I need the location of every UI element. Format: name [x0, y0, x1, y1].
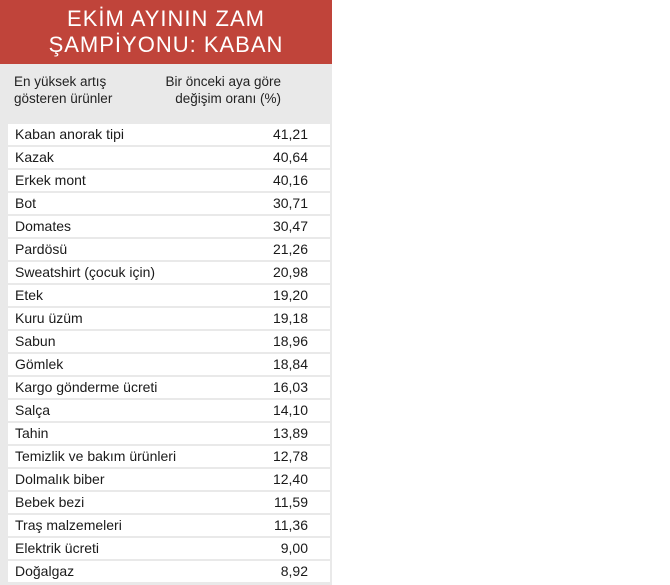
row-value: 19,18 — [272, 310, 308, 326]
table-row — [8, 400, 330, 421]
row-value: 16,03 — [272, 379, 308, 395]
row-label: Gömlek — [15, 356, 64, 372]
table-row — [8, 538, 330, 559]
column-header-change-line-2: değişim oranı (%) — [175, 91, 281, 106]
row-value: 9,00 — [280, 540, 308, 556]
table-row — [8, 193, 330, 214]
row-value: 21,26 — [272, 241, 308, 257]
row-label: Dolmalık biber — [15, 471, 105, 487]
row-label: Traş malzemeleri — [15, 517, 122, 533]
row-label: Elektrik ücreti — [15, 540, 100, 556]
row-value: 18,84 — [272, 356, 308, 372]
title-line-2: ŞAMPİYONU: KABAN — [48, 32, 284, 57]
row-label: Temizlik ve bakım ürünleri — [15, 448, 177, 464]
row-label: Bot — [15, 195, 37, 211]
table-panel — [0, 0, 332, 585]
row-label: Erkek mont — [15, 172, 86, 188]
row-label: Kazak — [15, 149, 54, 165]
row-label: Kaban anorak tipi — [15, 126, 124, 142]
row-label: Doğalgaz — [15, 563, 75, 579]
row-label: Salça — [15, 402, 51, 418]
column-header-change-line-1: Bir önceki aya göre — [165, 74, 281, 89]
table-row — [8, 170, 330, 191]
row-label: Pardösü — [15, 241, 68, 257]
row-value: 18,96 — [272, 333, 308, 349]
row-value: 40,64 — [272, 149, 308, 165]
row-value: 14,10 — [272, 402, 308, 418]
column-header-change — [155, 73, 281, 107]
row-value: 12,78 — [272, 448, 308, 464]
table-row — [8, 354, 330, 375]
row-label: Kargo gönderme ücreti — [15, 379, 158, 395]
row-label: Tahin — [15, 425, 49, 441]
table-row — [8, 377, 330, 398]
row-label: Domates — [15, 218, 72, 234]
column-header-products — [14, 73, 112, 107]
table-body — [0, 124, 332, 584]
row-value: 30,47 — [272, 218, 308, 234]
row-label: Sabun — [15, 333, 56, 349]
row-value: 41,21 — [272, 126, 308, 142]
row-value: 8,92 — [280, 563, 308, 579]
row-label: Etek — [15, 287, 44, 303]
row-label: Bebek bezi — [15, 494, 85, 510]
column-header-products-line-2: gösteren ürünler — [14, 91, 113, 106]
row-value: 30,71 — [272, 195, 308, 211]
table-row — [8, 515, 330, 536]
table-row — [8, 561, 330, 582]
table-row — [8, 239, 330, 260]
row-value: 11,36 — [274, 517, 308, 533]
table-row — [8, 446, 330, 467]
row-value: 11,59 — [274, 494, 308, 510]
row-value: 19,20 — [272, 287, 308, 303]
table-row — [8, 423, 330, 444]
row-value: 40,16 — [272, 172, 308, 188]
table-row — [8, 216, 330, 237]
row-label: Sweatshirt (çocuk için) — [15, 264, 156, 280]
table-row — [8, 308, 330, 329]
table-row — [8, 469, 330, 490]
table-row — [8, 124, 330, 145]
row-value: 12,40 — [272, 471, 308, 487]
table-row — [8, 285, 330, 306]
row-value: 20,98 — [272, 264, 308, 280]
table-row — [8, 147, 330, 168]
table-row — [8, 262, 330, 283]
row-label: Kuru üzüm — [15, 310, 83, 326]
row-value: 13,89 — [272, 425, 308, 441]
chart-title — [0, 0, 332, 64]
table-row — [8, 492, 330, 513]
table-row — [8, 331, 330, 352]
column-header-products-line-1: En yüksek artış — [14, 74, 107, 89]
title-line-1: EKİM AYININ ZAM — [67, 6, 265, 31]
